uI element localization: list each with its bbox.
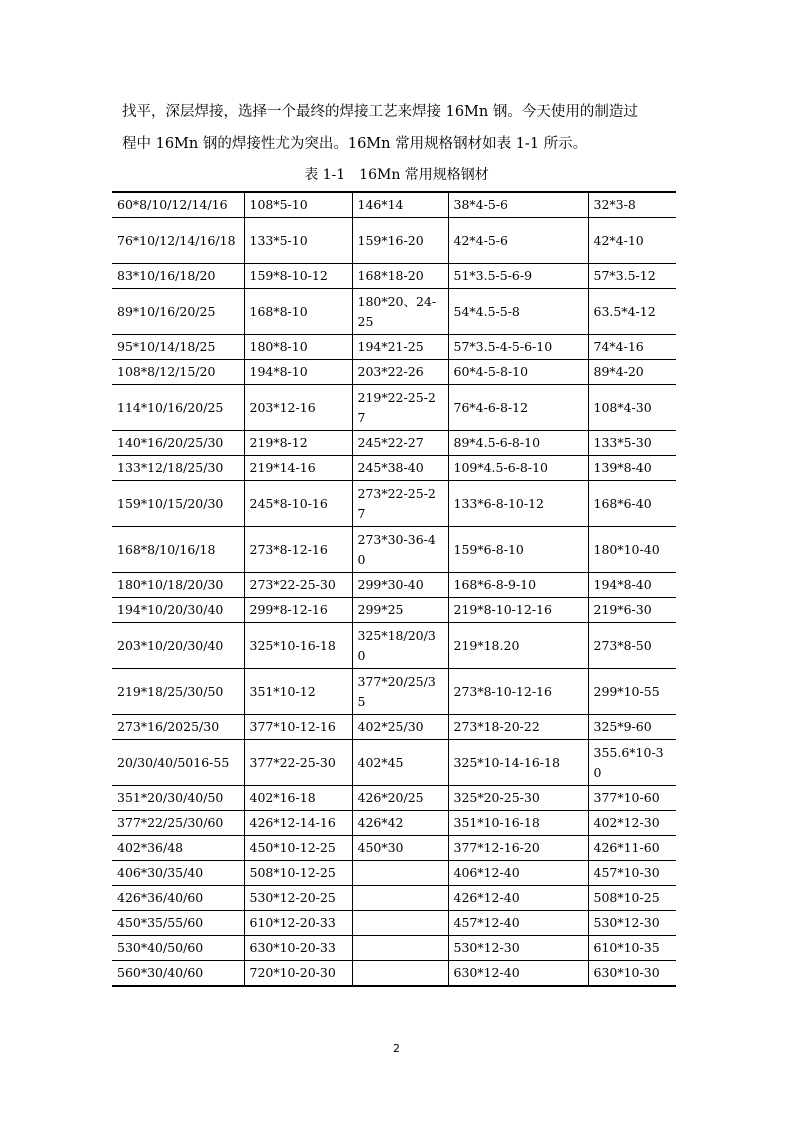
table-cell: 245*22-27: [352, 431, 448, 456]
table-cell: 530*12-30: [448, 936, 588, 961]
table-cell: 630*10-30: [588, 961, 676, 987]
table-cell: 159*8-10-12: [244, 264, 352, 289]
table-cell: 450*10-12-25: [244, 836, 352, 861]
table-cell: 273*18-20-22: [448, 715, 588, 740]
table-cell: 273*22-25-30: [244, 573, 352, 598]
table-row: [112, 456, 676, 481]
table-row: [112, 573, 676, 598]
table-cell: 325*18/20/30: [352, 623, 448, 669]
table-cell: 351*10-16-18: [448, 811, 588, 836]
table-row: [112, 911, 676, 936]
table-row: [112, 936, 676, 961]
table-cell: 133*5-10: [244, 218, 352, 264]
table-row: [112, 360, 676, 385]
table-cell: 426*11-60: [588, 836, 676, 861]
table-cell: 168*18-20: [352, 264, 448, 289]
table-cell: 630*12-40: [448, 961, 588, 987]
table-cell: 245*38-40: [352, 456, 448, 481]
table-cell: 54*4.5-5-8: [448, 289, 588, 335]
table-cell: 219*8-12: [244, 431, 352, 456]
table-cell: 273*30-36-40: [352, 527, 448, 573]
table-cell: 42*4-5-6: [448, 218, 588, 264]
table-cell: 38*4-5-6: [448, 192, 588, 218]
table-cell: 299*8-12-16: [244, 598, 352, 623]
table-cell: 508*10-25: [588, 886, 676, 911]
table-cell: 273*8-10-12-16: [448, 669, 588, 715]
table-cell: 457*12-40: [448, 911, 588, 936]
table-cell: 194*8-10: [244, 360, 352, 385]
table-row: [112, 669, 676, 715]
table-cell: 325*9-60: [588, 715, 676, 740]
table-cell: 402*36/48: [112, 836, 244, 861]
table-cell: 630*10-20-33: [244, 936, 352, 961]
table-cell: 168*8-10: [244, 289, 352, 335]
table-cell: 109*4.5-6-8-10: [448, 456, 588, 481]
table-cell: 457*10-30: [588, 861, 676, 886]
table-cell: 76*10/12/14/16/18: [112, 218, 244, 264]
table-cell: 450*35/55/60: [112, 911, 244, 936]
table-cell: 426*42: [352, 811, 448, 836]
table-cell: 508*10-12-25: [244, 861, 352, 886]
table-cell: 42*4-10: [588, 218, 676, 264]
table-cell: 89*4-20: [588, 360, 676, 385]
table-cell: 83*10/16/18/20: [112, 264, 244, 289]
paragraph-line-2: 程中 16Mn 钢的焊接性尤为突出。16Mn 常用规格钢材如表 1-1 所示。: [122, 136, 588, 152]
table-cell: 180*20、24-25: [352, 289, 448, 335]
table-cell: 377*22/25/30/60: [112, 811, 244, 836]
table-cell: 351*20/30/40/50: [112, 786, 244, 811]
table-row: [112, 886, 676, 911]
table-cell: 426*36/40/60: [112, 886, 244, 911]
table-cell: 203*10/20/30/40: [112, 623, 244, 669]
steel-spec-table: [112, 191, 676, 987]
table-cell: 406*30/35/40: [112, 861, 244, 886]
table-cell: 273*22-25-27: [352, 481, 448, 527]
table-cell: 219*8-10-12-16: [448, 598, 588, 623]
table-cell: [352, 961, 448, 987]
table-cell: 273*8-12-16: [244, 527, 352, 573]
table-cell: 426*12-14-16: [244, 811, 352, 836]
table-row: [112, 527, 676, 573]
table-cell: 402*12-30: [588, 811, 676, 836]
table-row: [112, 264, 676, 289]
table-cell: 168*6-40: [588, 481, 676, 527]
paragraph-line-1: 找平，深层焊接，选择一个最终的焊接工艺来焊接 16Mn 钢。今天使用的制造过: [122, 104, 638, 120]
table-cell: 377*20/25/35: [352, 669, 448, 715]
table-cell: 133*6-8-10-12: [448, 481, 588, 527]
table-cell: 108*8/12/15/20: [112, 360, 244, 385]
page-number: 2: [393, 1042, 400, 1055]
table-cell: 20/30/40/5016-55: [112, 740, 244, 786]
table-cell: 377*10-60: [588, 786, 676, 811]
table-cell: 60*4-5-8-10: [448, 360, 588, 385]
table-cell: 194*8-40: [588, 573, 676, 598]
table-cell: 450*30: [352, 836, 448, 861]
table-cell: 180*10-40: [588, 527, 676, 573]
table-cell: 108*5-10: [244, 192, 352, 218]
table-row: [112, 811, 676, 836]
table-cell: 299*30-40: [352, 573, 448, 598]
table-cell: 74*4-16: [588, 335, 676, 360]
table-cell: 168*6-8-9-10: [448, 573, 588, 598]
table-cell: [352, 886, 448, 911]
table-cell: 219*18.20: [448, 623, 588, 669]
table-cell: 530*40/50/60: [112, 936, 244, 961]
table-row: [112, 623, 676, 669]
table-caption: 表 1-1 16Mn 常用规格钢材: [304, 167, 489, 183]
table-cell: 299*25: [352, 598, 448, 623]
table-row: [112, 740, 676, 786]
table-cell: 140*16/20/25/30: [112, 431, 244, 456]
table-cell: 273*8-50: [588, 623, 676, 669]
table-cell: 530*12-30: [588, 911, 676, 936]
table-cell: 325*20-25-30: [448, 786, 588, 811]
table-cell: 60*8/10/12/14/16: [112, 192, 244, 218]
table-cell: 219*22-25-27: [352, 385, 448, 431]
table-cell: [352, 911, 448, 936]
table-cell: 159*6-8-10: [448, 527, 588, 573]
table-row: [112, 715, 676, 740]
table-row: [112, 335, 676, 360]
table-cell: 245*8-10-16: [244, 481, 352, 527]
table-cell: 406*12-40: [448, 861, 588, 886]
table-cell: 194*10/20/30/40: [112, 598, 244, 623]
table-cell: 426*12-40: [448, 886, 588, 911]
body-paragraph: [122, 96, 682, 160]
table-cell: 32*3-8: [588, 192, 676, 218]
table-cell: [352, 936, 448, 961]
table-cell: 351*10-12: [244, 669, 352, 715]
table-row: [112, 786, 676, 811]
table-row: [112, 431, 676, 456]
table-cell: 355.6*10-30: [588, 740, 676, 786]
table-cell: 299*10-55: [588, 669, 676, 715]
table-cell: 89*10/16/20/25: [112, 289, 244, 335]
table-cell: 180*10/18/20/30: [112, 573, 244, 598]
spec-table-body: [112, 192, 676, 986]
table-row: [112, 481, 676, 527]
table-cell: 203*22-26: [352, 360, 448, 385]
table-cell: 159*16-20: [352, 218, 448, 264]
table-cell: 402*25/30: [352, 715, 448, 740]
table-cell: 325*10-16-18: [244, 623, 352, 669]
table-cell: 146*14: [352, 192, 448, 218]
table-cell: 402*45: [352, 740, 448, 786]
table-cell: 51*3.5-5-6-9: [448, 264, 588, 289]
table-cell: 560*30/40/60: [112, 961, 244, 987]
table-row: [112, 218, 676, 264]
table-cell: 273*16/2025/30: [112, 715, 244, 740]
table-cell: 203*12-16: [244, 385, 352, 431]
table-cell: 720*10-20-30: [244, 961, 352, 987]
table-cell: 325*10-14-16-18: [448, 740, 588, 786]
table-row: [112, 836, 676, 861]
table-cell: 159*10/15/20/30: [112, 481, 244, 527]
table-cell: 133*12/18/25/30: [112, 456, 244, 481]
table-row: [112, 289, 676, 335]
table-cell: 139*8-40: [588, 456, 676, 481]
table-cell: 57*3.5-12: [588, 264, 676, 289]
table-row: [112, 961, 676, 987]
table-cell: 610*10-35: [588, 936, 676, 961]
table-cell: 219*14-16: [244, 456, 352, 481]
table-row: [112, 192, 676, 218]
table-cell: 377*10-12-16: [244, 715, 352, 740]
table-cell: [352, 861, 448, 886]
table-cell: 168*8/10/16/18: [112, 527, 244, 573]
table-cell: 219*18/25/30/50: [112, 669, 244, 715]
table-cell: 402*16-18: [244, 786, 352, 811]
table-cell: 114*10/16/20/25: [112, 385, 244, 431]
table-cell: 219*6-30: [588, 598, 676, 623]
table-cell: 610*12-20-33: [244, 911, 352, 936]
table-cell: 180*8-10: [244, 335, 352, 360]
table-cell: 377*12-16-20: [448, 836, 588, 861]
table-row: [112, 861, 676, 886]
table-cell: 426*20/25: [352, 786, 448, 811]
table-cell: 133*5-30: [588, 431, 676, 456]
table-cell: 89*4.5-6-8-10: [448, 431, 588, 456]
table-cell: 63.5*4-12: [588, 289, 676, 335]
table-row: [112, 385, 676, 431]
table-cell: 76*4-6-8-12: [448, 385, 588, 431]
table-cell: 194*21-25: [352, 335, 448, 360]
table-cell: 95*10/14/18/25: [112, 335, 244, 360]
table-cell: 377*22-25-30: [244, 740, 352, 786]
table-cell: 108*4-30: [588, 385, 676, 431]
table-cell: 530*12-20-25: [244, 886, 352, 911]
table-cell: 57*3.5-4-5-6-10: [448, 335, 588, 360]
table-row: [112, 598, 676, 623]
